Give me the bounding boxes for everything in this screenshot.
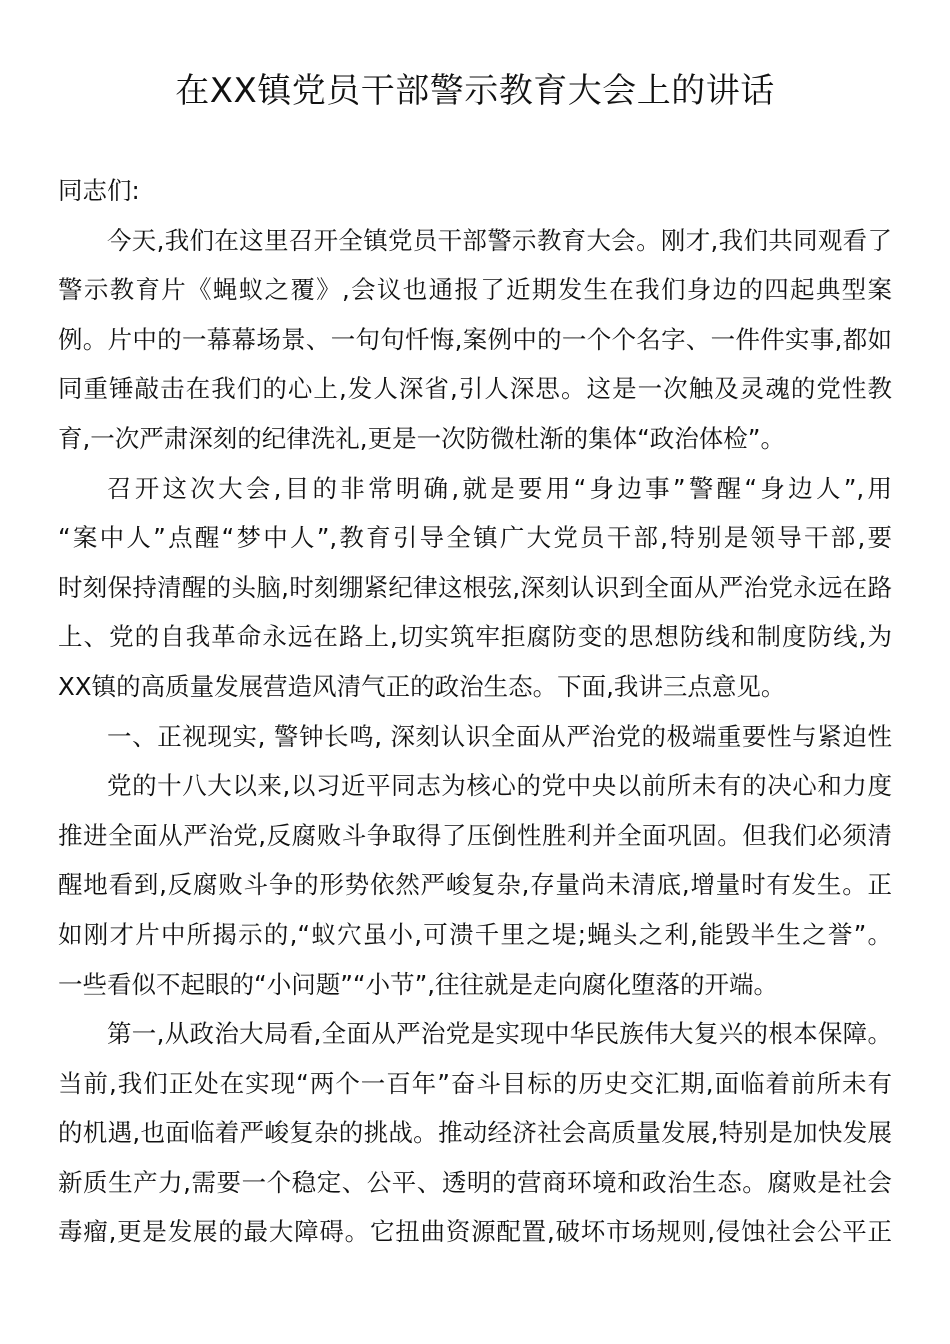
- text-line: “案中人”点醒“梦中人”,教育引导全镇广大党员干部,特别是领导干部,要: [58, 523, 892, 553]
- text-line: 例。片中的一幕幕场景、一句句忏悔,案例中的一个个名字、一件件实事,都如: [58, 324, 892, 354]
- text-line: 今天,我们在这里召开全镇党员干部警示教育大会。刚才,我们共同观看了: [107, 225, 892, 255]
- text-line: 如刚才片中所揭示的,“蚁穴虽小,可溃千里之堤;蝇头之利,能毁半生之誉”。: [58, 919, 892, 949]
- text-line: 一、正视现实, 警钟长鸣, 深刻认识全面从严治党的极端重要性与紧迫性: [107, 721, 892, 751]
- text-line: 推进全面从严治党,反腐败斗争取得了压倒性胜利并全面巩固。但我们必须清: [58, 820, 892, 850]
- text-line: XX镇的高质量发展营造风清气正的政治生态。下面,我讲三点意见。: [58, 671, 786, 701]
- text-line: 当前,我们正处在实现“两个一百年”奋斗目标的历史交汇期,面临着前所未有: [58, 1068, 892, 1098]
- text-line: 警示教育片《蝇蚁之覆》,会议也通报了近期发生在我们身边的四起典型案: [58, 275, 892, 305]
- text-line: 时刻保持清醒的头脑,时刻绷紧纪律这根弦,深刻认识到全面从严治党永远在路: [58, 572, 892, 602]
- text-line: 召开这次大会,目的非常明确,就是要用“身边事”警醒“身边人”,用: [107, 473, 892, 503]
- text-line: 同志们:: [58, 176, 140, 205]
- text-line: 新质生产力,需要一个稳定、公平、透明的营商环境和政治生态。腐败是社会: [58, 1167, 892, 1197]
- page-title: 在XX镇党员干部警示教育大会上的讲话: [175, 71, 775, 111]
- text-line: 毒瘤,更是发展的最大障碍。它扭曲资源配置,破坏市场规则,侵蚀社会公平正: [58, 1217, 892, 1247]
- text-line: 的机遇,也面临着严峻复杂的挑战。推动经济社会高质量发展,特别是加快发展: [58, 1118, 892, 1148]
- text-line: 一些看似不起眼的“小问题”“小节”,往往就是走向腐化堕落的开端。: [58, 969, 779, 999]
- text-line: 同重锤敲击在我们的心上,发人深省,引人深思。这是一次触及灵魂的党性教: [58, 374, 892, 404]
- text-line: 党的十八大以来,以习近平同志为核心的党中央以前所未有的决心和力度: [107, 771, 892, 801]
- text-line: 上、党的自我革命永远在路上,切实筑牢拒腐防变的思想防线和制度防线,为: [58, 622, 892, 652]
- text-line: 第一,从政治大局看,全面从严治党是实现中华民族伟大复兴的根本保障。: [107, 1019, 892, 1049]
- document-body: [58, 166, 892, 1257]
- text-line: 醒地看到,反腐败斗争的形势依然严峻复杂,存量尚未清底,增量时有发生。正: [58, 870, 892, 900]
- text-line: 育,一次严肃深刻的纪律洗礼,更是一次防微杜渐的集体“政治体检”。: [58, 423, 785, 453]
